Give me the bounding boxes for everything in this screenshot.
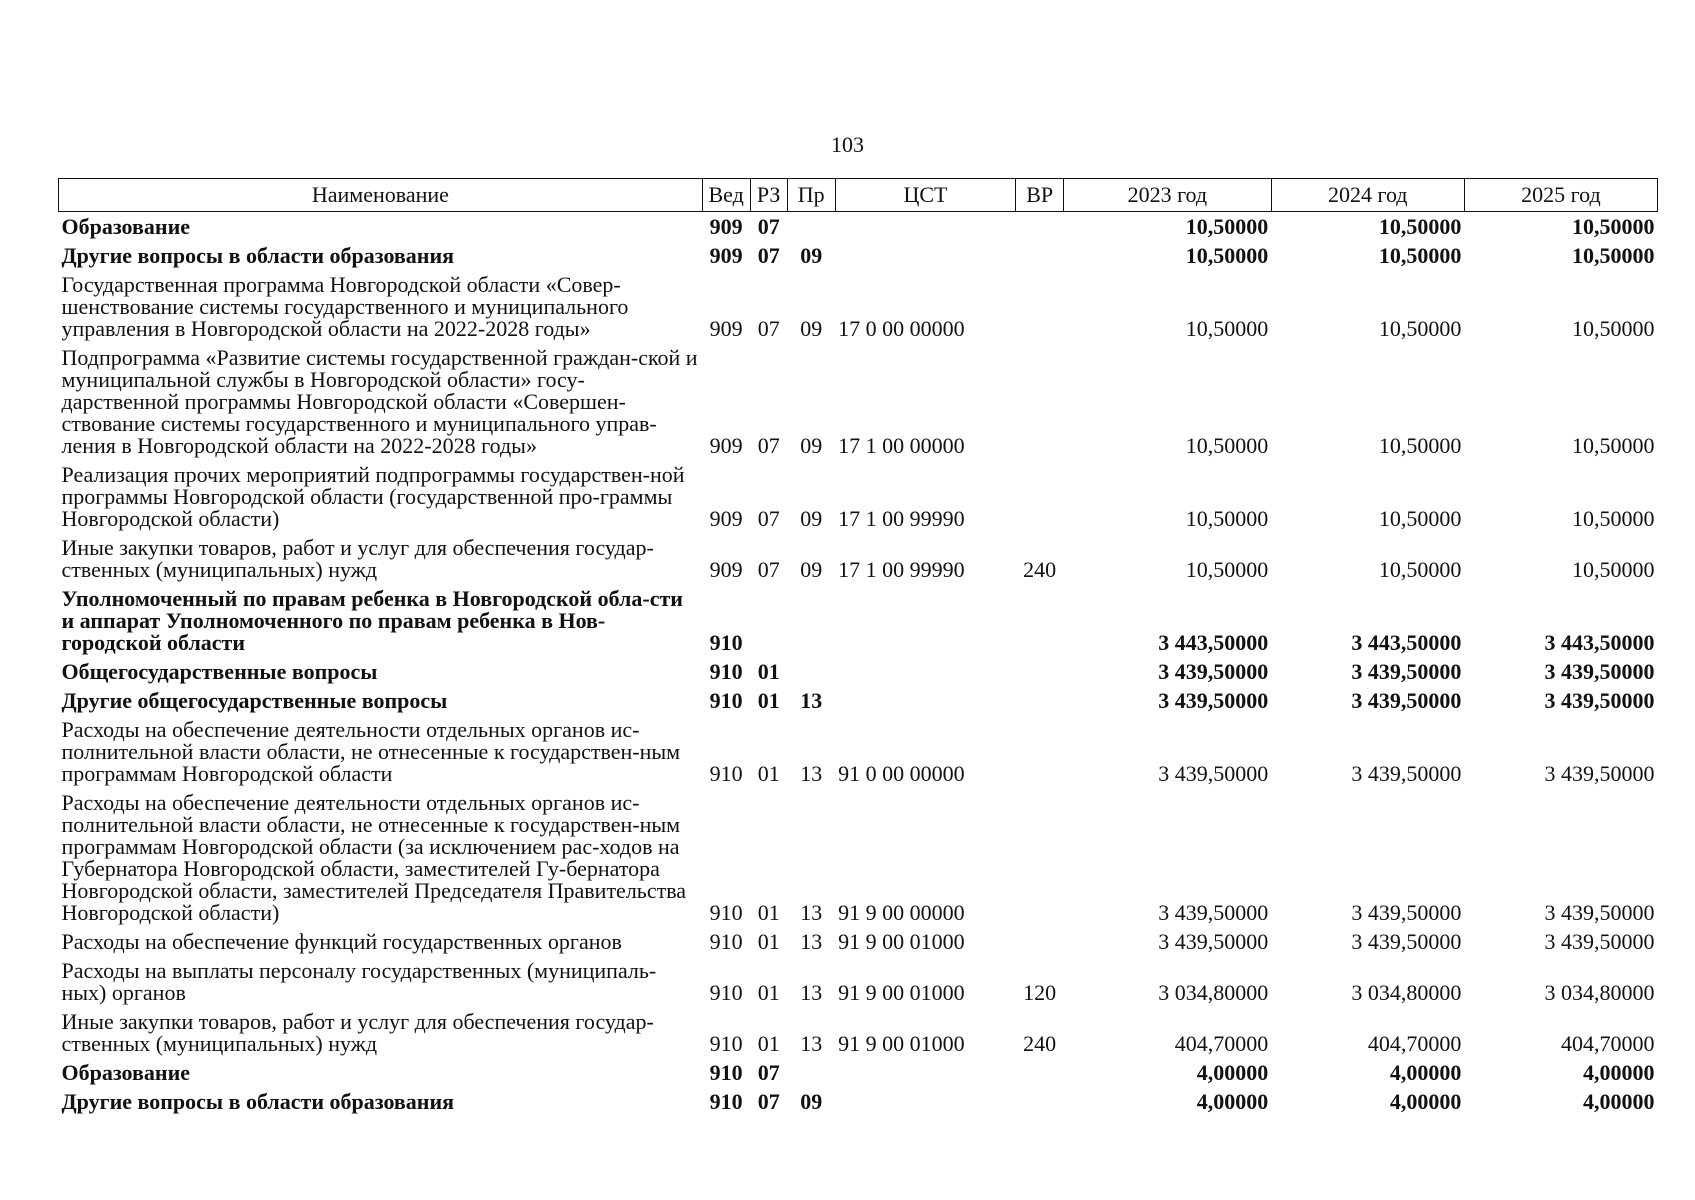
cell-name: Образование — [61, 214, 191, 239]
cell-ved: 910 — [709, 630, 743, 655]
cell-vr — [1016, 584, 1064, 657]
cell-2025: 10,50000 — [1572, 214, 1655, 239]
table-row — [59, 343, 1658, 460]
cell-cst — [835, 241, 1016, 270]
cell-rz — [750, 584, 787, 657]
cell-name: Другие вопросы в области образования — [61, 1089, 455, 1114]
cell-rz: 01 — [757, 1031, 780, 1056]
cell-ved: 910 — [709, 900, 743, 925]
cell-2025: 4,00000 — [1583, 1060, 1655, 1085]
cell-2025: 10,50000 — [1572, 506, 1655, 531]
cell-vr — [1016, 788, 1064, 927]
cell-2025: 3 439,50000 — [1544, 688, 1655, 713]
cell-vr — [1016, 927, 1064, 956]
cell-2025: 10,50000 — [1572, 557, 1655, 582]
cell-vr — [1016, 460, 1064, 533]
cell-cst — [835, 584, 1016, 657]
cell-ved: 910 — [709, 1060, 743, 1085]
cell-pr: 13 — [800, 1031, 823, 1056]
cell-cst — [835, 686, 1016, 715]
cell-rz: 07 — [757, 214, 780, 239]
cell-2024: 3 439,50000 — [1351, 761, 1462, 786]
cell-2025: 3 034,80000 — [1544, 980, 1655, 1005]
cell-2024: 404,70000 — [1367, 1031, 1462, 1056]
cell-2023: 10,50000 — [1185, 433, 1269, 458]
cell-2023: 3 439,50000 — [1158, 659, 1269, 684]
cell-vr — [1016, 241, 1064, 270]
cell-ved: 909 — [709, 433, 743, 458]
cell-ved: 909 — [709, 316, 743, 341]
cell-2025: 10,50000 — [1572, 316, 1655, 341]
cell-ved: 909 — [709, 557, 743, 582]
cell-cst: 17 1 00 99990 — [838, 557, 965, 582]
cell-ved: 910 — [709, 929, 743, 954]
cell-cst: 91 9 00 01000 — [838, 980, 965, 1005]
header-ved: Вед — [702, 179, 750, 212]
cell-ved: 910 — [709, 761, 743, 786]
cell-name: Образование — [61, 1060, 191, 1085]
cell-cst — [835, 657, 1016, 686]
cell-pr: 09 — [800, 316, 823, 341]
cell-2024: 3 443,50000 — [1351, 630, 1462, 655]
cell-2025: 3 439,50000 — [1544, 929, 1655, 954]
cell-2025: 3 439,50000 — [1544, 761, 1655, 786]
cell-name: Иные закупки товаров, работ и услуг для обеспечения государ-ственных (муниципальных) нужд — [61, 1009, 654, 1056]
cell-cst: 91 9 00 00000 — [838, 900, 965, 925]
page-number: 103 — [831, 132, 864, 157]
cell-vr: 120 — [1023, 980, 1057, 1005]
cell-2023: 3 443,50000 — [1158, 630, 1269, 655]
cell-rz: 07 — [757, 243, 780, 268]
header-vr: ВР — [1016, 179, 1064, 212]
cell-vr — [1016, 715, 1064, 788]
table-row — [59, 657, 1658, 686]
cell-cst — [835, 212, 1016, 242]
table-header-row — [59, 179, 1658, 212]
cell-cst: 17 1 00 99990 — [838, 506, 965, 531]
cell-rz: 07 — [757, 557, 780, 582]
cell-pr — [787, 584, 835, 657]
cell-rz: 07 — [757, 1060, 780, 1085]
cell-2023: 3 439,50000 — [1158, 761, 1269, 786]
cell-name: Расходы на обеспечение деятельности отдельных органов ис-полнительной власти области, не отнесенные к государствен-ным программам Новгородской области (за исключением рас-ходов на Губернатора Новгородской области, заместителей Гу-бернатора Новгородской области, заместителей Председателя Правительства Новгородской области) — [61, 790, 687, 925]
header-pr: Пр — [787, 179, 835, 212]
header-2023: 2023 год — [1064, 179, 1272, 212]
table-row — [59, 1007, 1658, 1058]
cell-2024: 10,50000 — [1378, 243, 1462, 268]
table-row — [59, 212, 1658, 242]
cell-2023: 3 439,50000 — [1158, 900, 1269, 925]
cell-ved: 910 — [709, 688, 743, 713]
cell-rz: 01 — [757, 761, 780, 786]
cell-cst: 91 9 00 01000 — [838, 929, 965, 954]
cell-vr: 240 — [1023, 557, 1057, 582]
table-row — [59, 927, 1658, 956]
cell-rz: 01 — [757, 688, 780, 713]
header-2024: 2024 год — [1271, 179, 1464, 212]
cell-pr: 13 — [800, 761, 823, 786]
table-row — [59, 584, 1658, 657]
cell-2024: 3 034,80000 — [1351, 980, 1462, 1005]
header-rz: РЗ — [750, 179, 787, 212]
table-row — [59, 686, 1658, 715]
cell-pr: 09 — [800, 433, 823, 458]
cell-rz: 07 — [757, 433, 780, 458]
cell-rz: 01 — [757, 929, 780, 954]
cell-2024: 10,50000 — [1378, 214, 1462, 239]
cell-pr: 13 — [800, 688, 823, 713]
cell-2025: 3 443,50000 — [1544, 630, 1655, 655]
cell-vr — [1016, 270, 1064, 343]
cell-pr: 13 — [800, 929, 823, 954]
cell-pr: 09 — [800, 243, 823, 268]
cell-cst: 91 0 00 00000 — [838, 761, 965, 786]
cell-vr — [1016, 1058, 1064, 1087]
header-cst: ЦСТ — [835, 179, 1016, 212]
cell-vr — [1016, 686, 1064, 715]
cell-ved: 909 — [709, 506, 743, 531]
cell-2024: 3 439,50000 — [1351, 900, 1462, 925]
cell-ved: 909 — [709, 214, 743, 239]
table-row — [59, 533, 1658, 584]
cell-2025: 10,50000 — [1572, 433, 1655, 458]
cell-name: Реализация прочих мероприятий подпрограммы государствен-ной программы Новгородской области (государственной про-граммы Новгородской области) — [61, 462, 685, 531]
cell-cst — [835, 1087, 1016, 1116]
cell-name: Другие общегосударственные вопросы — [61, 688, 448, 713]
cell-name: Иные закупки товаров, работ и услуг для обеспечения государ-ственных (муниципальных) нужд — [61, 535, 654, 582]
cell-2024: 10,50000 — [1378, 557, 1462, 582]
budget-table — [58, 178, 1658, 1116]
cell-name: Уполномоченный по правам ребенка в Новгородской обла-сти и аппарат Уполномоченного по правам ребенка в Нов-городской области — [61, 586, 683, 655]
cell-2023: 10,50000 — [1185, 243, 1269, 268]
cell-ved: 910 — [709, 1031, 743, 1056]
cell-2023: 4,00000 — [1196, 1089, 1269, 1114]
cell-rz: 01 — [757, 659, 780, 684]
cell-rz: 07 — [757, 1089, 780, 1114]
cell-name: Расходы на обеспечение функций государственных органов — [61, 929, 622, 954]
cell-name: Общегосударственные вопросы — [61, 659, 378, 684]
cell-vr — [1016, 212, 1064, 242]
cell-2023: 10,50000 — [1185, 506, 1269, 531]
cell-2025: 4,00000 — [1583, 1089, 1655, 1114]
cell-pr: 13 — [800, 900, 823, 925]
table-body — [59, 212, 1658, 1117]
cell-pr: 09 — [800, 506, 823, 531]
cell-2023: 3 439,50000 — [1158, 929, 1269, 954]
cell-name: Расходы на выплаты персоналу государственных (муниципаль-ных) органов — [61, 958, 657, 1005]
cell-rz: 07 — [757, 506, 780, 531]
cell-ved: 910 — [709, 980, 743, 1005]
cell-2023: 10,50000 — [1185, 214, 1269, 239]
table-row — [59, 1058, 1658, 1087]
cell-2025: 10,50000 — [1572, 243, 1655, 268]
cell-2024: 3 439,50000 — [1351, 929, 1462, 954]
cell-pr: 09 — [800, 557, 823, 582]
cell-name: Подпрограмма «Развитие системы государственной граждан-ской и муниципальной службы в Новгородской области» госу-дарственной программы Новгородской области «Совершен-ствование системы государственного и муниципального управ-ления в Новгородской области на 2022-2028 годы» — [61, 345, 698, 458]
cell-2025: 3 439,50000 — [1544, 900, 1655, 925]
cell-2024: 3 439,50000 — [1351, 688, 1462, 713]
cell-vr: 240 — [1023, 1031, 1057, 1056]
cell-2024: 4,00000 — [1389, 1089, 1462, 1114]
cell-pr — [787, 212, 835, 242]
table-row — [59, 788, 1658, 927]
cell-2024: 10,50000 — [1378, 316, 1462, 341]
cell-2023: 4,00000 — [1196, 1060, 1269, 1085]
cell-ved: 909 — [709, 243, 743, 268]
cell-2023: 404,70000 — [1174, 1031, 1269, 1056]
cell-2024: 3 439,50000 — [1351, 659, 1462, 684]
cell-name: Другие вопросы в области образования — [61, 243, 455, 268]
cell-2023: 10,50000 — [1185, 316, 1269, 341]
cell-2025: 404,70000 — [1561, 1031, 1655, 1056]
cell-2023: 10,50000 — [1185, 557, 1269, 582]
cell-name: Государственная программа Новгородской области «Совер-шенствование системы государственного и муниципального управления в Новгородской области на 2022-2028 годы» — [61, 272, 629, 341]
table-row — [59, 460, 1658, 533]
cell-vr — [1016, 1087, 1064, 1116]
table-row — [59, 956, 1658, 1007]
cell-ved: 910 — [709, 1089, 743, 1114]
cell-pr: 13 — [800, 980, 823, 1005]
header-2025: 2025 год — [1464, 179, 1657, 212]
header-name: Наименование — [59, 179, 703, 212]
cell-2023: 3 439,50000 — [1158, 688, 1269, 713]
cell-2024: 10,50000 — [1378, 506, 1462, 531]
table-row — [59, 1087, 1658, 1116]
cell-2023: 3 034,80000 — [1158, 980, 1269, 1005]
cell-cst — [835, 1058, 1016, 1087]
cell-name: Расходы на обеспечение деятельности отдельных органов ис-полнительной власти области, не отнесенные к государствен-ным программам Новгородской области — [61, 717, 681, 786]
cell-cst: 17 0 00 00000 — [838, 316, 965, 341]
cell-pr: 09 — [800, 1089, 823, 1114]
cell-cst: 17 1 00 00000 — [838, 433, 965, 458]
cell-2024: 10,50000 — [1378, 433, 1462, 458]
cell-vr — [1016, 657, 1064, 686]
cell-pr — [787, 657, 835, 686]
cell-pr — [787, 1058, 835, 1087]
cell-vr — [1016, 343, 1064, 460]
cell-ved: 910 — [709, 659, 743, 684]
table-row — [59, 715, 1658, 788]
cell-rz: 07 — [757, 316, 780, 341]
cell-rz: 01 — [757, 980, 780, 1005]
cell-rz: 01 — [757, 900, 780, 925]
cell-2025: 3 439,50000 — [1544, 659, 1655, 684]
table-row — [59, 270, 1658, 343]
cell-cst: 91 9 00 01000 — [838, 1031, 965, 1056]
table-row — [59, 241, 1658, 270]
cell-2024: 4,00000 — [1389, 1060, 1462, 1085]
